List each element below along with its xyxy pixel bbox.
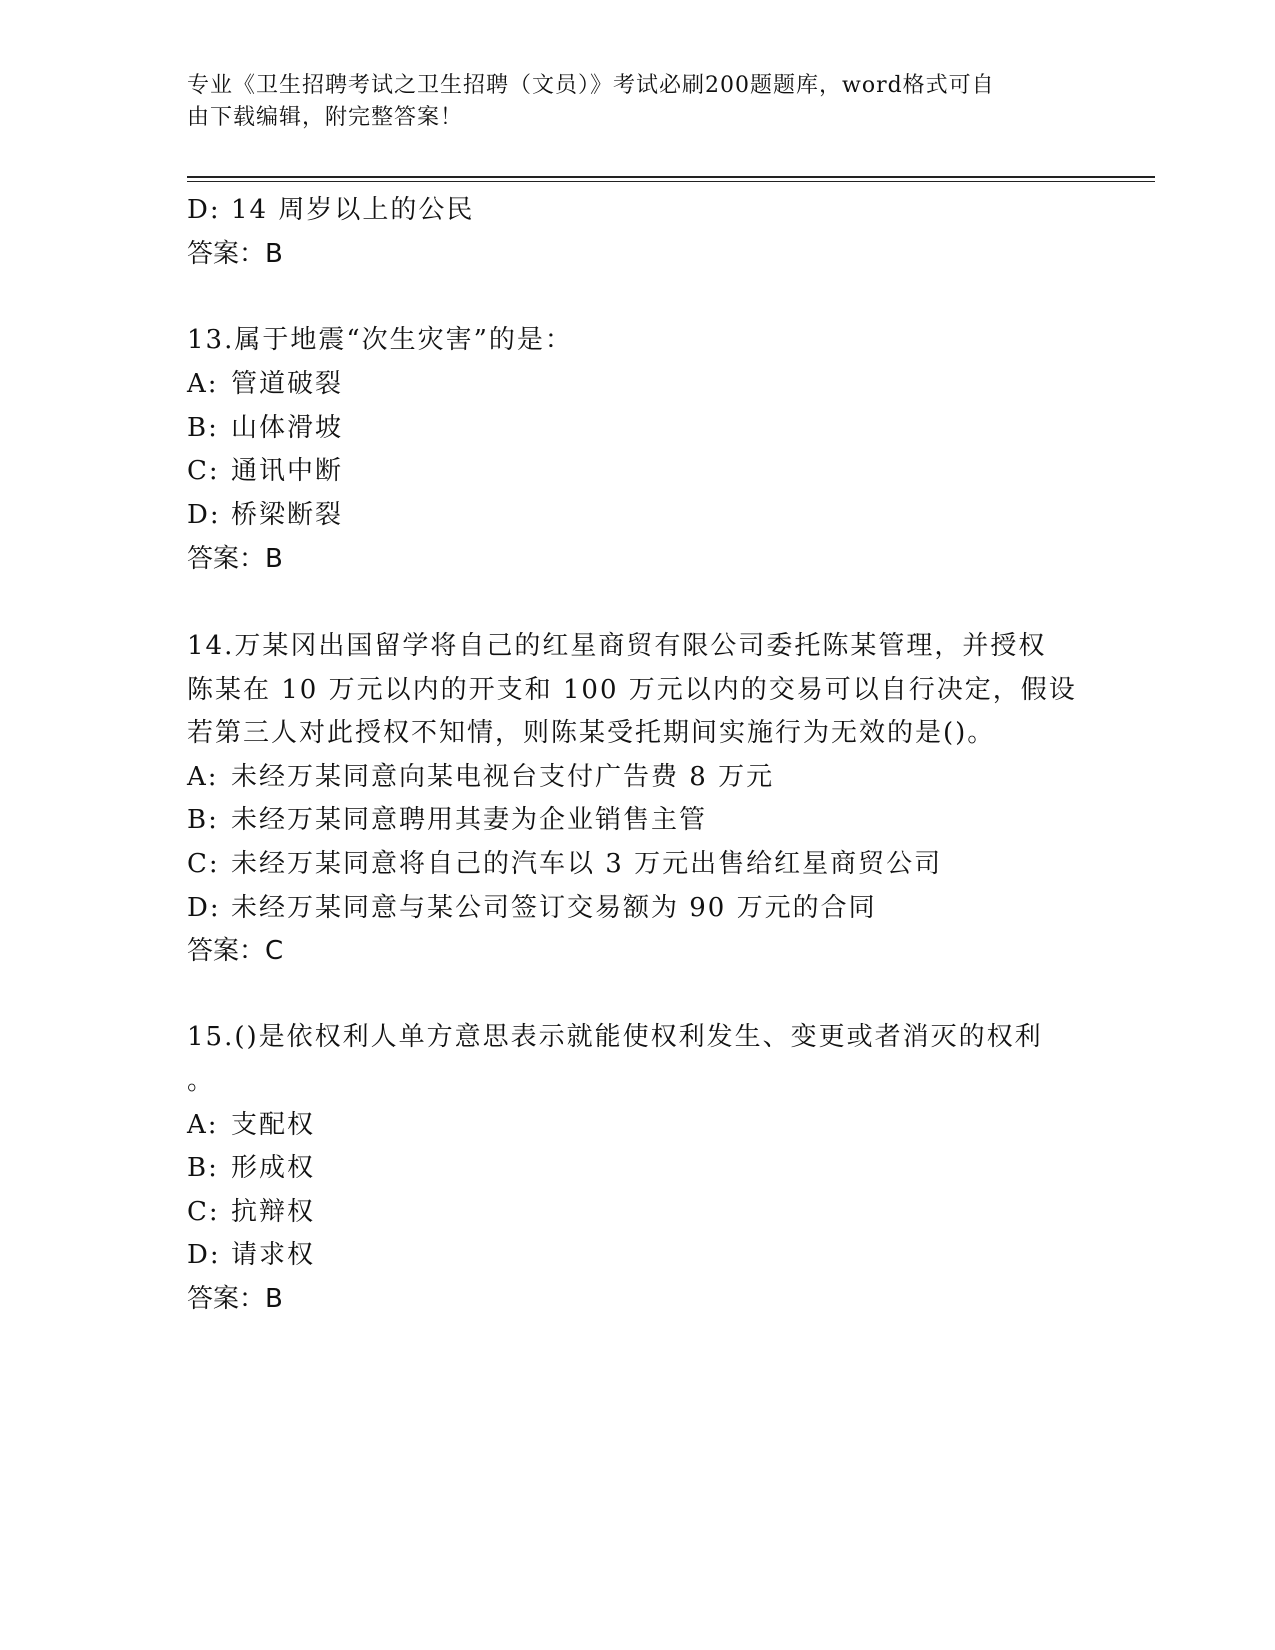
question-15-option-b <box>187 1152 315 1184</box>
header-divider-thick <box>187 176 1155 178</box>
header-line-1: 专业《卫生招聘考试之卫生招聘（文员）》考试必刷200题题库，word格式可自 <box>187 73 995 98</box>
question-14-stem-line-1: 14.万某冈出国留学将自己的红星商贸有限公司委托陈某管理，并授权 <box>187 631 1047 661</box>
option-label: C: <box>187 849 220 879</box>
option-text: 14 周岁以上的公民 <box>231 195 475 225</box>
option-text: 形成权 <box>231 1153 316 1183</box>
question-14-option-d <box>187 892 877 924</box>
option-text: 管道破裂 <box>231 369 344 399</box>
question-14-option-c <box>187 848 942 880</box>
question-15-answer: 答案：B <box>187 1284 283 1314</box>
question-14-stem-line-3: 若第三人对此授权不知情，则陈某受托期间实施行为无效的是()。 <box>187 718 996 748</box>
option-text: 未经万某同意与某公司签订交易额为 90 万元的合同 <box>231 893 877 923</box>
option-label: A: <box>187 762 219 792</box>
prev-option-d <box>187 194 474 226</box>
option-text: 未经万某同意向某电视台支付广告费 8 万元 <box>231 762 775 792</box>
question-15-option-d <box>187 1239 315 1271</box>
question-14-option-a <box>187 761 774 793</box>
question-13-option-a <box>187 368 343 400</box>
option-label: D: <box>187 195 221 225</box>
question-13-option-d <box>187 499 343 531</box>
option-text: 山体滑坡 <box>231 413 344 443</box>
question-15-option-a <box>187 1109 315 1141</box>
option-text: 未经万某同意将自己的汽车以 3 万元出售给红星商贸公司 <box>231 849 943 879</box>
header-line-2: 由下载编辑，附完整答案！ <box>187 105 464 130</box>
option-text: 通讯中断 <box>231 456 344 486</box>
option-label: D: <box>187 500 221 530</box>
question-13-answer: 答案：B <box>187 544 283 574</box>
question-14-option-b <box>187 804 707 836</box>
question-13-option-b <box>187 412 343 444</box>
option-text: 桥梁断裂 <box>231 500 344 530</box>
option-label: D: <box>187 1240 221 1270</box>
question-15-option-c <box>187 1196 315 1228</box>
question-15-stem-line-2: 。 <box>187 1066 216 1096</box>
option-text: 支配权 <box>231 1110 316 1140</box>
question-14-answer: 答案：C <box>187 936 284 966</box>
option-label: A: <box>187 369 219 399</box>
option-label: D: <box>187 893 221 923</box>
question-13-option-c <box>187 455 343 487</box>
option-label: A: <box>187 1110 219 1140</box>
option-label: B: <box>187 413 219 443</box>
question-15-stem-line-1: 15.()是依权利人单方意思表示就能使权利发生、变更或者消灭的权利 <box>187 1022 1043 1052</box>
document-header <box>187 70 1067 134</box>
option-label: C: <box>187 1197 220 1227</box>
question-13-stem: 13.属于地震“次生灾害”的是： <box>187 325 573 355</box>
option-label: B: <box>187 805 219 835</box>
prev-answer: 答案：B <box>187 239 283 269</box>
option-label: C: <box>187 456 220 486</box>
option-text: 请求权 <box>231 1240 316 1270</box>
option-label: B: <box>187 1153 219 1183</box>
option-text: 抗辩权 <box>231 1197 316 1227</box>
question-14-stem-line-2: 陈某在 10 万元以内的开支和 100 万元以内的交易可以自行决定，假设 <box>187 675 1077 705</box>
header-divider-thin <box>187 181 1155 182</box>
option-text: 未经万某同意聘用其妻为企业销售主管 <box>231 805 708 835</box>
